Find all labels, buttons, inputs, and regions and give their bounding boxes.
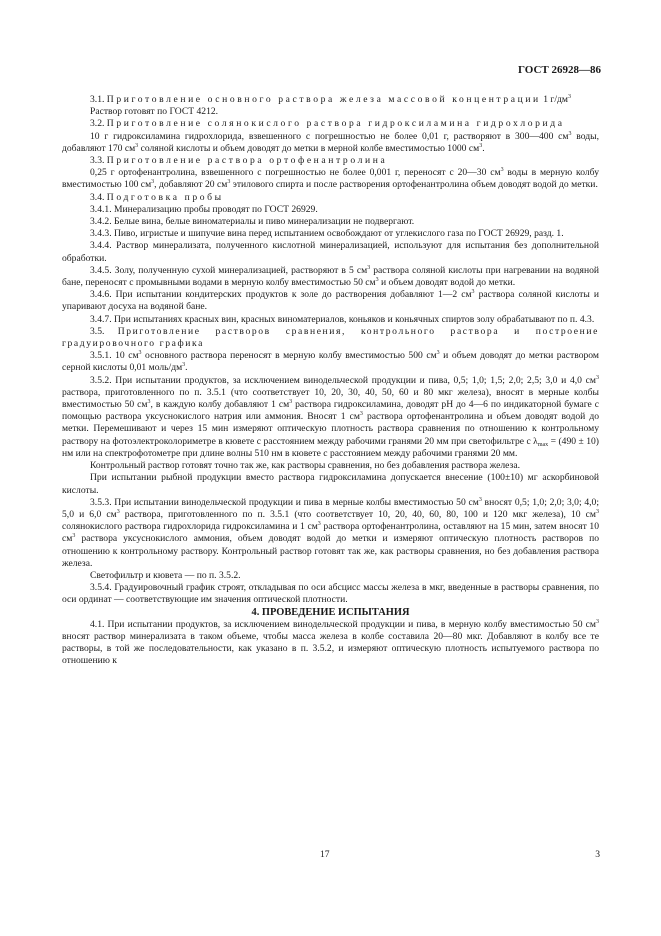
document-code: ГОСТ 26928—86 — [518, 64, 601, 76]
paragraph-3-1-heading: 3.1. Приготовление основного раствора железа массовой концентрации 1 $г/дм^3$ — [90, 94, 571, 105]
paragraph: 3.4.1. Минерализацию пробы проводят по ГОСТ 26929. — [90, 203, 318, 215]
paragraph: 3.4.4. Раствор минерализата, полученного кислотной минерализацией, используют для испытания без дополнительной обработки. — [62, 240, 599, 264]
paragraph: 3.4.5. Золу, полученную сухой минерализацией, растворяют в 5 $см^3$ раствора соляной кислоты при нагревании на водяной бане, переносят с промывными водами в мерную колбу вместимостью 50 $см^3$ и объем доводят водой до метки. — [62, 264, 600, 289]
paragraph-3-5-heading: 3.5. Приготовление растворов сравнения, контрольного раствора и построение градуировочного графика — [62, 325, 599, 350]
paragraph: 3.4.6. При испытании кондитерских продуктов к золе до растворения добавляют 1—2 $см^3$ раствора соляной кислоты и упаривают досуха на водяной бане. — [62, 289, 599, 313]
paragraph: 3.4.2. Белые вина, белые виноматериалы и пиво минерализации не подвергают. — [90, 216, 415, 228]
paragraph: Раствор готовят по ГОСТ 4212. — [90, 106, 219, 118]
sheet-number: 3 — [595, 849, 600, 860]
paragraph-3-2-heading: 3.2. Приготовление солянокислого раствора гидроксиламина гидрохлорида — [90, 118, 565, 130]
paragraph: 0,25 г ортофенантролина, взвешенного с погрешностью не более 0,001 г, переносят с 20—30 $см^3$ воды в мерную колбу вместимостью 100 $см^3$, добавляют 20 $см^3$ этилового спирта и после растворения ортофенантролина объем доводят водой до метки. — [62, 167, 599, 191]
paragraph: Светофильтр и кювета — по п. 3.5.2. — [90, 569, 241, 581]
page-number: 17 — [320, 849, 330, 860]
paragraph: 3.5.3. При испытании винодельческой продукции и пива в мерные колбы вместимостью 50 $см^3$ вносят 0,5; 1,0; 2,0; 3,0; 4,0; 5,0 и 6,0 $см^3$ раствора, приготовленного по п. 3.5.1 (что соответствует 10, 20, 40, 60, 80, 100 и 120 мкг железа), 10 $см^3$ солянокислого раствора гидрохлорида гидроксиламина и 1 $см^3$ раствора ортофенантролина, оставляют на 15 мин, затем вносят 10 $см^3$ раствора уксуснокислого аммония, объем доводят водой до метки и измеряют оптическую плотность растворов по отношению к контрольному раствору. Контрольный раствор готовят так же, как растворы сравнения, но без добавления раствора железа. — [62, 496, 600, 569]
paragraph-3-4-heading: 3.4. Подготовка пробы — [90, 191, 224, 203]
paragraph: 3.4.3. Пиво, игристые и шипучие вина перед испытанием освобождают от углекислого газа по ГОСТ 26929, разд. 1. — [90, 228, 564, 240]
paragraph: При испытании рыбной продукции вместо раствора гидроксиламина допускается внесение (100±10) мг аскорбиновой кислоты. — [62, 472, 599, 496]
paragraph: 4.1. При испытании продуктов, за исключением винодельческой продукции и пива, в мерную колбу вместимостью 50 $см^3$ вносят раствор минерализата в таком объеме, чтобы масса железа в колбе составила 20—80 мкг. Добавляют в колбу все те растворы, в той же последовательности, как указано в п. 3.5.2, и измеряют оптическую плотность испытуемого раствора по отношению к — [62, 618, 599, 667]
paragraph: 3.5.2. При испытании продуктов, за исключением винодельческой продукции и пива, 0,5; 1,0; 1,5; 2,0; 2,5; 3,0 и 4,0 $см^3$ раствора, приготовленного по п. 3.5.1 (что соответствует 10, 20, 30, 40, 50, 60 и 80 мкг железа), вносят в мерные колбы вместимостью 50 $см^3$, в каждую колбу добавляют 1 $см^3$ раствора гидроксиламина, доводят pH до 4—6 по индикаторной бумаге с помощью раствора уксуснокислого натрия или аммония. Вносят 1 $см^3$ раствора ортофенантролина и объем доводят водой до метки. Перемешивают и через 15 мин измеряют оптическую плотность раствора сравнения по отношению к контрольному раствору на фотоэлектроколориметре в кювете с расстоянием между рабочими гранями 20 мм при светофильтре с $\lambda_{max} = (490 \pm 10)$ нм или на спектрофотометре при длине волны 510 нм в кювете с расстоянием между рабочими гранями 20 мм. — [62, 374, 600, 459]
paragraph: 3.5.4. Градуировочный график строят, откладывая по оси абсцисс массы железа в мкг, введенные в растворы сравнения, по оси ординат — соответствующие им значения оптической плотности. — [62, 582, 599, 606]
section-4-title: 4. ПРОВЕДЕНИЕ ИСПЫТАНИЯ — [251, 606, 410, 618]
paragraph: 3.4.7. При испытаниях красных вин, красных виноматериалов, коньяков и коньячных спиртов золу обрабатывают по п. 4.3. — [90, 313, 595, 325]
paragraph: 3.5.1. 10 $см^3$ основного раствора переносят в мерную колбу вместимостью 500 $см^3$ и объем доводят до метки раствором серной кислоты 0,01 моль/$дм^3$. — [62, 350, 599, 374]
document-body — [62, 94, 599, 668]
paragraph: 10 г гидроксиламина гидрохлорида, взвешенного с погрешностью не более 0,01 г, растворяют в 300—400 $см^3$ воды, добавляют 170 $см^3$ соляной кислоты и объем доводят до метки в мерной колбе вместимостью 1000 $см^3$. — [62, 130, 600, 154]
paragraph-3-3-heading: 3.3. Приготовление раствора ортофенантролина — [90, 155, 388, 167]
paragraph: Контрольный раствор готовят точно так же, как растворы сравнения, но без добавления раствора железа. — [90, 460, 520, 472]
